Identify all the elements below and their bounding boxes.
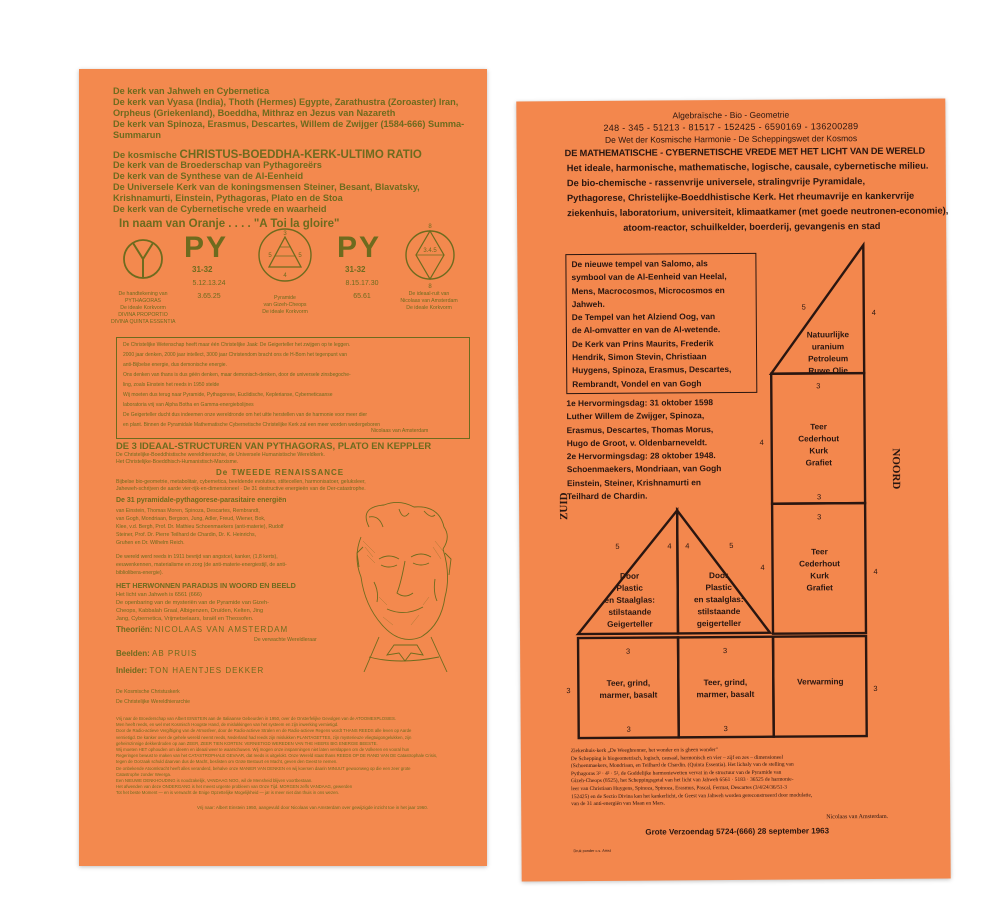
bottom3-label: Verwarming bbox=[797, 677, 844, 687]
teer2-line-3: Kurk bbox=[810, 571, 829, 581]
num-4e: 4 bbox=[667, 541, 672, 551]
teer1-line-1: Teer bbox=[810, 422, 827, 432]
teer1-line-4: Grafiet bbox=[805, 458, 833, 468]
right-bottom-paragraph: Ziekenhuis-kerk „De Weegbrenner, het wonder en is gheen wonder" De Schepping is biogeometrisch, logisch, causaal, harmonisch en vier – zijf en zes – dimensioneel (Schoenmaekers, Mondriaan, en Teilhard de Chardin. (Quinta Essentia). Het lichaly van de stelling van Pythagoras 3² · 4² · 5², de Goddelijke harmoniewetten vervat in de structuur van de Pyramide van Gizeh-Cheops (8525), het Scheppingsgetal van het licht van Jahweh 6561 · 5183 · 36525 de harmonie- leer van Christiaan Huygens, Spinoza, Spinoza, Erasmus, Pascal, Fermat, Descartes (3/4/24/36/51-3 152425) en de Sectio Divina kan het kankerlicht, de Geest van Jahweh worden gereconstrueerd door modulatie, van de 31 anti-energiën van Maan en Mars. bbox=[570, 747, 813, 808]
oranje-line: In naam van Oranje . . . . "A Toi la gloire" bbox=[119, 218, 340, 230]
print-note: Druk ponder c.s. Amst bbox=[573, 848, 611, 854]
door2-line-5: geigerteller bbox=[696, 618, 742, 629]
bottom2-line-1: Teer, grind, bbox=[703, 677, 748, 688]
teer2-line-2: Cederhout bbox=[799, 559, 841, 569]
ideal-structures-heading: DE 3 IDEAAL-STRUCTUREN VAN PYTHAGORAS, PLATO EN KEPPLER bbox=[116, 440, 432, 451]
energies-heading: De 31 pyramidale-pythagorese-parasitaire energiën bbox=[116, 497, 287, 504]
pyramid-icon bbox=[257, 223, 313, 287]
num-3b: 3 bbox=[816, 492, 822, 502]
door2-line-1: Door bbox=[709, 571, 729, 581]
rhombus-num-bottom: 8 bbox=[428, 284, 432, 290]
py-left-range: 31-32 bbox=[192, 265, 213, 274]
caption-pythagoras: De handtekening van PYTHAGORAS De ideale Korkvorm DIVINA PROPORTIO DIVINA QUINTA ESSENTIA bbox=[111, 291, 176, 325]
pyramid-num-left: 5 bbox=[268, 253, 272, 259]
mid-text: De wereld werd reeds in 1911 bevrijd van angstcel, kanker, (1,8 kerts), eeuwenkennen, materialisme en zorg (de anti-materie-energiestijl, de anti- bibliolibera-energie). bbox=[116, 554, 287, 576]
num-4d: 4 bbox=[873, 566, 878, 577]
left-footer: Vrij naar: Albert Einstein 1950, aangevuld door Nicolaas van Amsterdam over gewijzigde inzicht toe in het jaar 1960. bbox=[197, 805, 428, 810]
py-right-range: 31-32 bbox=[345, 265, 366, 274]
teer2-line-4: Grafiet bbox=[806, 583, 833, 593]
door1-line-2: Plastic bbox=[616, 583, 643, 593]
temple-box-text: De nieuwe tempel van Salomo, als symbool van de Al-Eenheid van Heelal, Mens, Macrocosmos, Microcosmos en Jahweh. De Tempel van het Alziend Oog, van de Al-omvatter en van de Al-wetende. De Kerk van Prins Maurits, Frederik Hendrik, Simon Stevin, Christiaan Huygens, Spinoza, Erasmus, Descartes, Rembrandt, Vondel en van Gogh bbox=[571, 258, 732, 389]
bottom2-line-2: marmer, basalt bbox=[696, 689, 755, 700]
num-5b: 5 bbox=[615, 541, 620, 551]
zuid-label: ZUID bbox=[558, 492, 571, 520]
right-signature: Nicolaas van Amsterdam. bbox=[826, 813, 889, 821]
science-box-signature: Nicolaas van Amsterdam bbox=[371, 428, 429, 434]
intro-text: De kerk van Jahweh en Cybernetica De kerk van Vyasa (India), Thoth (Hermes) Egypte, Zarathustra (Zoroaster) Iran, Orpheus (Griekenland), Boeddha, Mithraz en Jezus van Nazareth De kerk van Spinoza, Erasmus, Descartes, Willem de Zwijger (1584-666) Summa- Summarun bbox=[113, 86, 465, 140]
door1-line-4: stilstaande bbox=[608, 607, 652, 617]
paradise-heading: HET HERWONNEN PARADIJS IN WOORD EN BEELD bbox=[116, 581, 296, 590]
diagram-lines bbox=[575, 245, 866, 738]
num-4c: 4 bbox=[760, 562, 765, 572]
door1-line-1: Door bbox=[620, 571, 640, 581]
num-3c: 3 bbox=[817, 512, 822, 522]
natural-line-1: Natuurlijke bbox=[806, 330, 850, 340]
num-3d: 3 bbox=[626, 646, 631, 656]
church-lines: De kerk van de Broederschap van Pythagoreërs De kerk van de Synthese van de Al-Eenheid De Universele Kerk van de koningsmensen Steiner, Besant, Blavatsky, Krishnamurti, Einstein, Pythagoras, Plato en de Stoa De kerk van de Cybernetische vrede en waarheid bbox=[113, 160, 420, 214]
num-5c: 5 bbox=[729, 541, 734, 551]
rhombus-num-top: 8 bbox=[428, 224, 432, 230]
num-3a: 3 bbox=[816, 381, 821, 391]
pyramid-num-top: 3 bbox=[283, 231, 287, 237]
credit-theory-note: De verwachte Wereldleraar bbox=[254, 637, 317, 643]
right-intro: Het ideale, harmonische, mathematische, logische, causale, cybernetische milieu. De bio-chemische - rassenvrije universele, stralingvrije Pyramidale, Pythagorese, Christelijke-Boeddhistische Kerk. Het rheumavrije en kankervrije ziekenhuis, laboratorium, universiteit, klimaatkamer (met goede neutronen-economie), atoom-reactor, schuilkelder, boerderij, gevangenis en stad bbox=[566, 160, 949, 233]
science-box-text: De Christelijke Wetenschap heeft maar één Christelijke Jaak: De Geigerteller het zwijgen op te leggen. 2000 jaar denken, 2000 jaar intellect, 3000 jaar Christendom bracht ons de H-Bom het tegenpunt van anti-Bijbelse energie, dus demonische energie. Ons denken van thans is dus géén denken, maar demonisch-denken, door de universele zinsbegoche- ling, zoals Einstein het reeds in 1950 stelde Wij moeten dus terug naar Pyramide, Pythagorese, Euclidische, Keplerianse, Cyberneticaanse laboratoria vrij van Alpha Botha en Gamma-energiebolijnes De Geigerteller ducht dus indeemen onze wereldronde om het uitte herstellen van de harmonie voor meer dier en plant. Binnen de Pyramidale Mathematische Cybernetische Christelijke Kerk zal een meer worden wedergeboren bbox=[123, 342, 381, 428]
credit-images: Beelden: AB PRUIS bbox=[116, 649, 198, 658]
door2-line-4: stilstaande bbox=[697, 606, 741, 617]
natural-line-4: Ruwe Olie bbox=[808, 366, 848, 376]
num-3h: 3 bbox=[626, 724, 631, 734]
rhombus-num-mid: 3.4.5 bbox=[423, 248, 437, 254]
church-names: De Kosmische Christuskerk De Christelijke Wereldhierarchie bbox=[116, 689, 190, 705]
credit-theory: Theoriën: NICOLAAS VAN AMSTERDAM bbox=[116, 625, 289, 634]
num-3i: 3 bbox=[723, 724, 728, 734]
num-4a: 4 bbox=[871, 308, 876, 318]
date-line: Grote Verzoendag 5724-(666) 28 september 1963 bbox=[645, 826, 830, 837]
py-left-numbers: 5.12.13.24 3.65.25 bbox=[192, 280, 226, 300]
cosmic-headline: De kosmische CHRISTUS-BOEDDHA-KERK-ULTIMO RATIO bbox=[113, 149, 422, 161]
natural-line-3: Petroleum bbox=[808, 354, 849, 364]
reformation-lines: 1e Hervormingsdag: 31 oktober 1598 Luther Willem de Zwijger, Spinoza, Erasmus, Descartes, Thomas Morus, Hugo de Groot, v. Oldenbarneveldt. 2e Hervormingsdag: 28 oktober 1948. Schoenmaekers, Mondriaan, van Gogh Einstein, Steiner, Krishnamurti en Teilhard de Chardin. bbox=[566, 397, 722, 502]
num-4b: 4 bbox=[759, 437, 764, 447]
renaissance-heading: De TWEEDE RENAISSANCE bbox=[216, 468, 345, 477]
pyramid-num-right: 5 bbox=[298, 253, 302, 259]
teer2-line-1: Teer bbox=[811, 547, 828, 557]
door2-line-2: Plastic bbox=[705, 583, 732, 593]
bottom1-line-1: Teer, grind, bbox=[606, 678, 651, 688]
bottom1-line-2: marmer, basalt bbox=[599, 690, 658, 700]
natural-line-2: uranium bbox=[811, 342, 845, 352]
num-3f: 3 bbox=[566, 686, 571, 696]
left-poster bbox=[79, 69, 487, 866]
energies-text: van Einstein, Thomas Moren, Spinoza, Descartes, Rembrandt, van Gogh, Mondriaan, Bergson, Jung, Adler, Freud, Wiener, Bok, Klee, v.d. Bergh, Prof. Dr. Mathieu Schoenmaekers (anti-materie), Rudolf Steiner, Prof. Dr. Pierre Teilhard de Chardin, Dr. K. Heinrichs, Gruhen en Dr. Wilhelm Reich. bbox=[116, 508, 284, 546]
num-3g: 3 bbox=[873, 683, 878, 694]
caption-rhombus: De ideaal-ruit van Nicolaas van Amsterdam De ideale Korkvorm bbox=[400, 291, 458, 311]
right-title-block: Algebraïsche - Bio - Geometrie 248 - 345 - 51213 - 81517 - 152425 - 6590169 - 136200289 De Wet der Kosmische Harmonie - De Scheppingswet der Kosmos bbox=[603, 109, 859, 145]
einstein-paragraph: Vrij naar de Broederschap van Albert EINSTEIN aan de Italiaanse Gebeurden in 1950, over de Onsterfelijke Gevolgen van de ATOOMEXPLOSIES. Men heeft reeds, en wel met Kosmisch Hoogste Hand, de mislukkingen van het systeem en zijn inwerking vernietigd. Door de Radio-actieve Vergiftiging van de Atmosfeer, door de Radio-actieve Stralen en de Radio-actieve Regens wordt THANS REEDS alle leven op Aarde vernietigd. De kanker over de gehele wereld neemt reeds, Nederland had reeds zijn mislukken PLANTAGETTES, zijn mysterieuze vliegtuigongelukken, zijn geheimzinnige dekkerdroden op aan ZEER, ZEER TIEN KORTEN: VERNIETIGD WEREDEN VAN THE HEERS BIG ENERGIE BEESTE. Wij moeten HET ophouden om ideeën en ideaal weer te waarschuwen. Wij mogen onze inspanningen niet laten verslappen om de Volkeren en vooral hun Regeringen bewust te maken van het CATASTROPHALE GEVAAR, dat reeds is uitgelokt. Onze Wereld staat thans REEDS OP DE RAND VAN DE Catastrophale Crisis, tegen de Oorzaak schuld daarvan dus de Macht, beslisten om Grote Bestuurt en Macht, geven den Geest te nemen. De onbekende Atoomkracht heeft alles veranderd, behalve onze MANIER VAN DENKEN en wij koersen daarin MINUUT gewoonweg op die een zeer grote Catastrophe zonder Weerga. Een NIEUWE DENKHOUDING is noodzakelijk, VANDAAG NOG, wil de Mensheid blijven voortbestaan. Het afwenden van deze ONDERGANG is het meest urgente probleem van Onze Tijd. MORGEN zelfs VANDAAG, gewerden Tot het beste Moment — en is verwacht de Enige Opzettelijke Mogelijkheid — ja! is meer niet dan thuis in ons wezen. bbox=[116, 716, 438, 796]
pyramid-num-bottom: 4 bbox=[283, 273, 287, 279]
ideal-rhombus-icon bbox=[404, 219, 456, 291]
portrait-sketch-image bbox=[339, 497, 469, 672]
credit-introducer: Inleider: TON HAENTJES DEKKER bbox=[116, 666, 265, 675]
door2-line-3: en staalglas: bbox=[693, 594, 744, 605]
ideal-structures-sub: De Christelijke-Boeddhistische wereldhierarchie, de Universele Humanistische Wereldkerk. Het Christelijke-Boeddhisch-Humanistisch-Marxisme. bbox=[116, 452, 325, 465]
teer1-line-2: Cederhout bbox=[798, 434, 840, 444]
caption-pyramid: Pyramide van Gizeh-Cheops De ideale Korkvorm bbox=[262, 295, 308, 315]
right-poster bbox=[516, 99, 950, 882]
num-5a: 5 bbox=[801, 302, 806, 312]
num-3e: 3 bbox=[723, 646, 728, 656]
py-right-label: PY bbox=[337, 231, 382, 264]
pythagoras-y-icon bbox=[121, 229, 165, 289]
renaissance-sub: Bijbelse bio-geometrie, metabolitair, cybernetica, beeldende evoluties, stiltecellen, harmonisatoer, geluksleer, Jaheweh-schrijven de aarde vier-rijk-en-dimensioneel · De 31 destructive energieën van de Oer-catastrophe. bbox=[116, 479, 366, 492]
teer1-line-3: Kurk bbox=[809, 446, 829, 456]
noord-label: NOORD bbox=[889, 448, 902, 490]
right-headline: DE MATHEMATISCHE - CYBERNETISCHE VREDE MET HET LICHT VAN DE WERELD bbox=[564, 145, 926, 159]
paradise-text: Het licht van Jahweh is 6561 (666) De openbaring van de mysteriën van de Pyramide van Gizeh- Cheops, Kabbalah Graal, Albigenzen, Druïden, Kelten, Jing Jang, Cybernetica, Vrijmetselaars, Israël en Theosofen. bbox=[116, 592, 269, 622]
py-left-label: PY bbox=[184, 231, 229, 264]
py-right-numbers: 8.15.17.30 65.61 bbox=[345, 280, 379, 300]
door1-line-3: en Staalglas: bbox=[604, 595, 656, 605]
door1-line-5: Geigerteller bbox=[607, 619, 653, 629]
num-4f: 4 bbox=[685, 541, 690, 551]
